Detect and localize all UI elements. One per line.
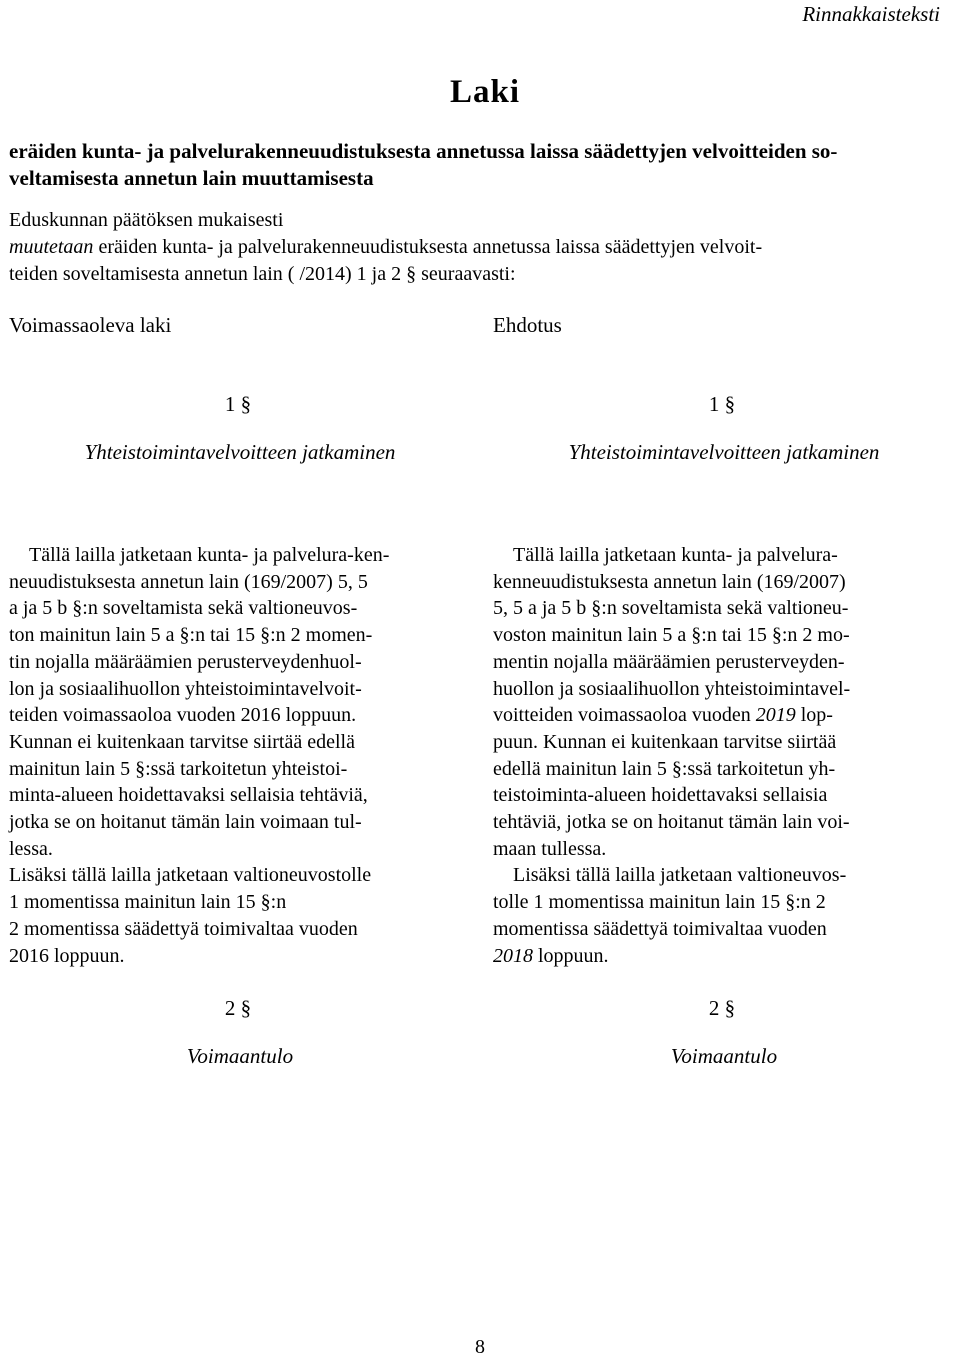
text-line: lon ja sosiaalihuollon yhteistoimintavelvoit- bbox=[9, 677, 362, 700]
intro-line: Eduskunnan päätöksen mukaisesti bbox=[9, 209, 284, 231]
text-line: Lisäksi tällä lailla jatketaan valtioneuvos- bbox=[513, 864, 847, 887]
text-line: edellä mainitun lain 5 §:ssä tarkoitetun yh- bbox=[493, 757, 836, 780]
current-law-text bbox=[9, 542, 469, 969]
text-line: tolle 1 momentissa mainitun lain 15 §:n 2 bbox=[493, 891, 826, 914]
intro-verb: muutetaan bbox=[9, 236, 94, 258]
law-subtitle-line: veltamisesta annetun lain muuttamisesta bbox=[9, 166, 374, 190]
text-line: 5, 5 a ja 5 b §:n soveltamista sekä valtioneu- bbox=[493, 597, 849, 620]
text-line: minta-alueen hoidettavaksi sellaisia tehtäviä, bbox=[9, 784, 368, 807]
section-heading-left: Voimaantulo bbox=[186, 1044, 294, 1068]
text-line: teiden voimassaoloa vuoden 2016 loppuun. bbox=[9, 704, 357, 727]
text-line: huollon ja sosiaalihuollon yhteistoimintavel- bbox=[493, 677, 851, 700]
text-line: a ja 5 b §:n soveltamista sekä valtioneuvos- bbox=[9, 597, 358, 620]
text-line: 2016 loppuun. bbox=[9, 944, 125, 967]
text-fragment: loppuun. bbox=[533, 944, 609, 967]
page-number: 8 bbox=[475, 1336, 485, 1358]
section-heading-left: Yhteistoimintavelvoitteen jatkaminen bbox=[84, 440, 396, 464]
text-line: 2 momentissa säädettyä toimivaltaa vuoden bbox=[9, 917, 358, 940]
text-fragment: lop- bbox=[795, 704, 833, 727]
section-number-left: 2 § bbox=[224, 996, 252, 1020]
text-line: voston mainitun lain 5 a §:n tai 15 §:n 2 mo- bbox=[493, 624, 850, 647]
text-line: puun. Kunnan ei kuitenkaan tarvitse siirtää bbox=[493, 730, 837, 753]
section-number-left: 1 § bbox=[224, 392, 252, 416]
intro-line-rest: eräiden kunta- ja palvelurakenneuudistuksesta annetussa laissa säädettyjen velvoit- bbox=[93, 236, 763, 258]
proposal-text bbox=[493, 542, 955, 969]
law-subtitle-line: eräiden kunta- ja palvelurakenneuudistuksesta annetussa laissa säädettyjen velvoitteiden so- bbox=[9, 139, 838, 163]
text-line: mentin nojalla määräämien perusterveyden- bbox=[493, 650, 845, 673]
text-line: maan tullessa. bbox=[493, 837, 607, 860]
law-subtitle bbox=[9, 138, 954, 192]
section-heading-right: Voimaantulo bbox=[670, 1044, 778, 1068]
proposal-heading: Ehdotus bbox=[493, 313, 562, 337]
text-line: teistoiminta-alueen hoidettavaksi sellaisia bbox=[493, 784, 828, 807]
text-line: Kunnan ei kuitenkaan tarvitse siirtää edellä bbox=[9, 730, 355, 753]
text-line: jotka se on hoitanut tämän lain voimaan tul- bbox=[9, 811, 362, 834]
text-line bbox=[493, 943, 955, 970]
text-line: 1 momentissa mainitun lain 15 §:n bbox=[9, 891, 287, 914]
intro-line bbox=[9, 234, 954, 261]
text-line: ton mainitun lain 5 a §:n tai 15 §:n 2 momen- bbox=[9, 624, 373, 647]
text-line: Lisäksi tällä lailla jatketaan valtioneuvostolle bbox=[9, 864, 372, 887]
current-law-heading: Voimassaoleva laki bbox=[9, 313, 172, 337]
enactment-clause bbox=[9, 207, 954, 288]
text-line: mainitun lain 5 §:ssä tarkoitetun yhteistoi- bbox=[9, 757, 348, 780]
text-line: neuudistuksesta annetun lain (169/2007) 5, 5 bbox=[9, 570, 368, 593]
section-number-right: 2 § bbox=[708, 996, 736, 1020]
text-line: tehtäviä, jotka se on hoitanut tämän lain voi- bbox=[493, 811, 850, 834]
text-line: momentissa säädettyä toimivaltaa vuoden bbox=[493, 917, 827, 940]
text-line: tin nojalla määräämien perusterveydenhuol- bbox=[9, 650, 362, 673]
text-line bbox=[493, 702, 955, 729]
intro-line: teiden soveltamisesta annetun lain ( /2014) 1 ja 2 § seuraavasti: bbox=[9, 263, 516, 285]
law-title: Laki bbox=[449, 74, 521, 110]
text-line: kenneuudistuksesta annetun lain (169/2007) bbox=[493, 570, 846, 593]
text-line: Tällä lailla jatketaan kunta- ja palvelura-ken- bbox=[29, 544, 390, 566]
section-number-right: 1 § bbox=[708, 392, 736, 416]
text-fragment: voitteiden voimassaoloa vuoden bbox=[493, 704, 756, 727]
text-line: lessa. bbox=[9, 837, 53, 860]
changed-year: 2018 bbox=[493, 944, 533, 967]
section-heading-right: Yhteistoimintavelvoitteen jatkaminen bbox=[568, 440, 880, 464]
changed-year: 2019 bbox=[755, 704, 796, 727]
text-line: Tällä lailla jatketaan kunta- ja palvelura- bbox=[513, 544, 838, 566]
document-type-label: Rinnakkaisteksti bbox=[802, 2, 940, 26]
